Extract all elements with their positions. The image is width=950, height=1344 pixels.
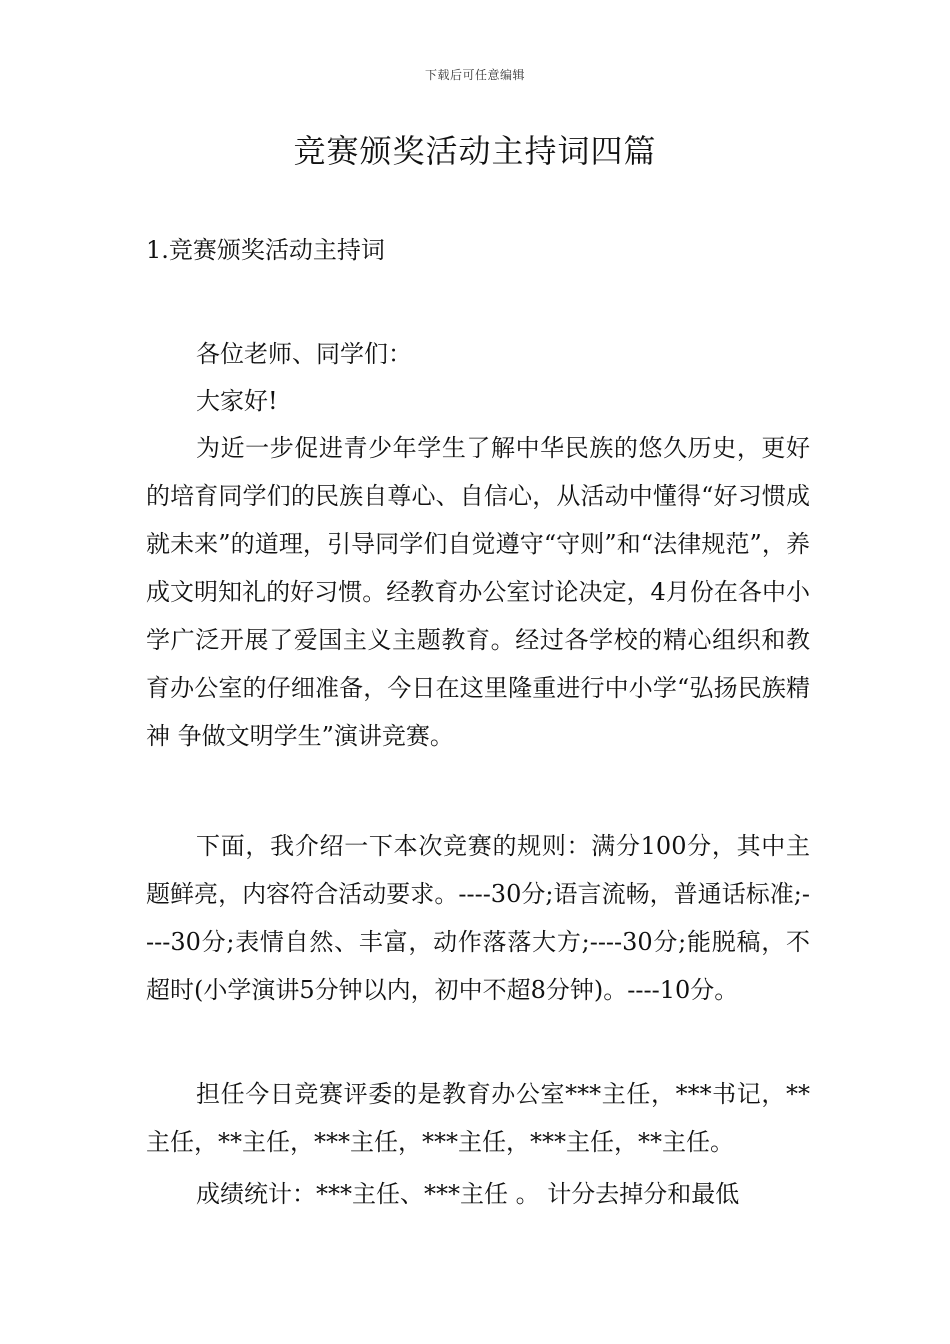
section-heading: 1.竞赛颁奖活动主持词 xyxy=(146,236,385,264)
paragraph-introduction: 为近一步促进青少年学生了解中华民族的悠久历史，更好的培育同学们的民族自尊心、自信心，从活动中懂得“好习惯成就未来”的道理，引导同学们自觉遵守“守则”和“法律规范”，养成文明知礼的好习惯。经教育办公室讨论决定，4月份在各中小学广泛开展了爱国主义主题教育。经过各学校的精心组织和教育办公室的仔细准备，今日在这里隆重进行中小学“弘扬民族精神 争做文明学生”演讲竞赛。 xyxy=(146,434,810,750)
paragraph-rules: 下面，我介绍一下本次竞赛的规则：满分100分，其中主题鲜亮，内容符合活动要求。----30分;语言流畅，普通话标准;----30分;表情自然、丰富，动作落落大方;----30分;能脱稿，不超时(小学演讲5分钟以内，初中不超8分钟)。----10分。 xyxy=(146,832,810,1004)
header-note: 下载后可任意编辑 xyxy=(424,68,525,82)
greeting-line: 各位老师、同学们： xyxy=(196,340,412,368)
document-title: 竞赛颁奖活动主持词四篇 xyxy=(293,132,657,170)
paragraph-judges: 担任今日竞赛评委的是教育办公室***主任，***书记，**主任，**主任，***主任，***主任，***主任，**主任。 xyxy=(146,1080,810,1156)
paragraph-scoring: 成绩统计：***主任、***主任 。 计分去掉分和最低 xyxy=(196,1180,740,1208)
hello-line: 大家好! xyxy=(196,387,278,415)
